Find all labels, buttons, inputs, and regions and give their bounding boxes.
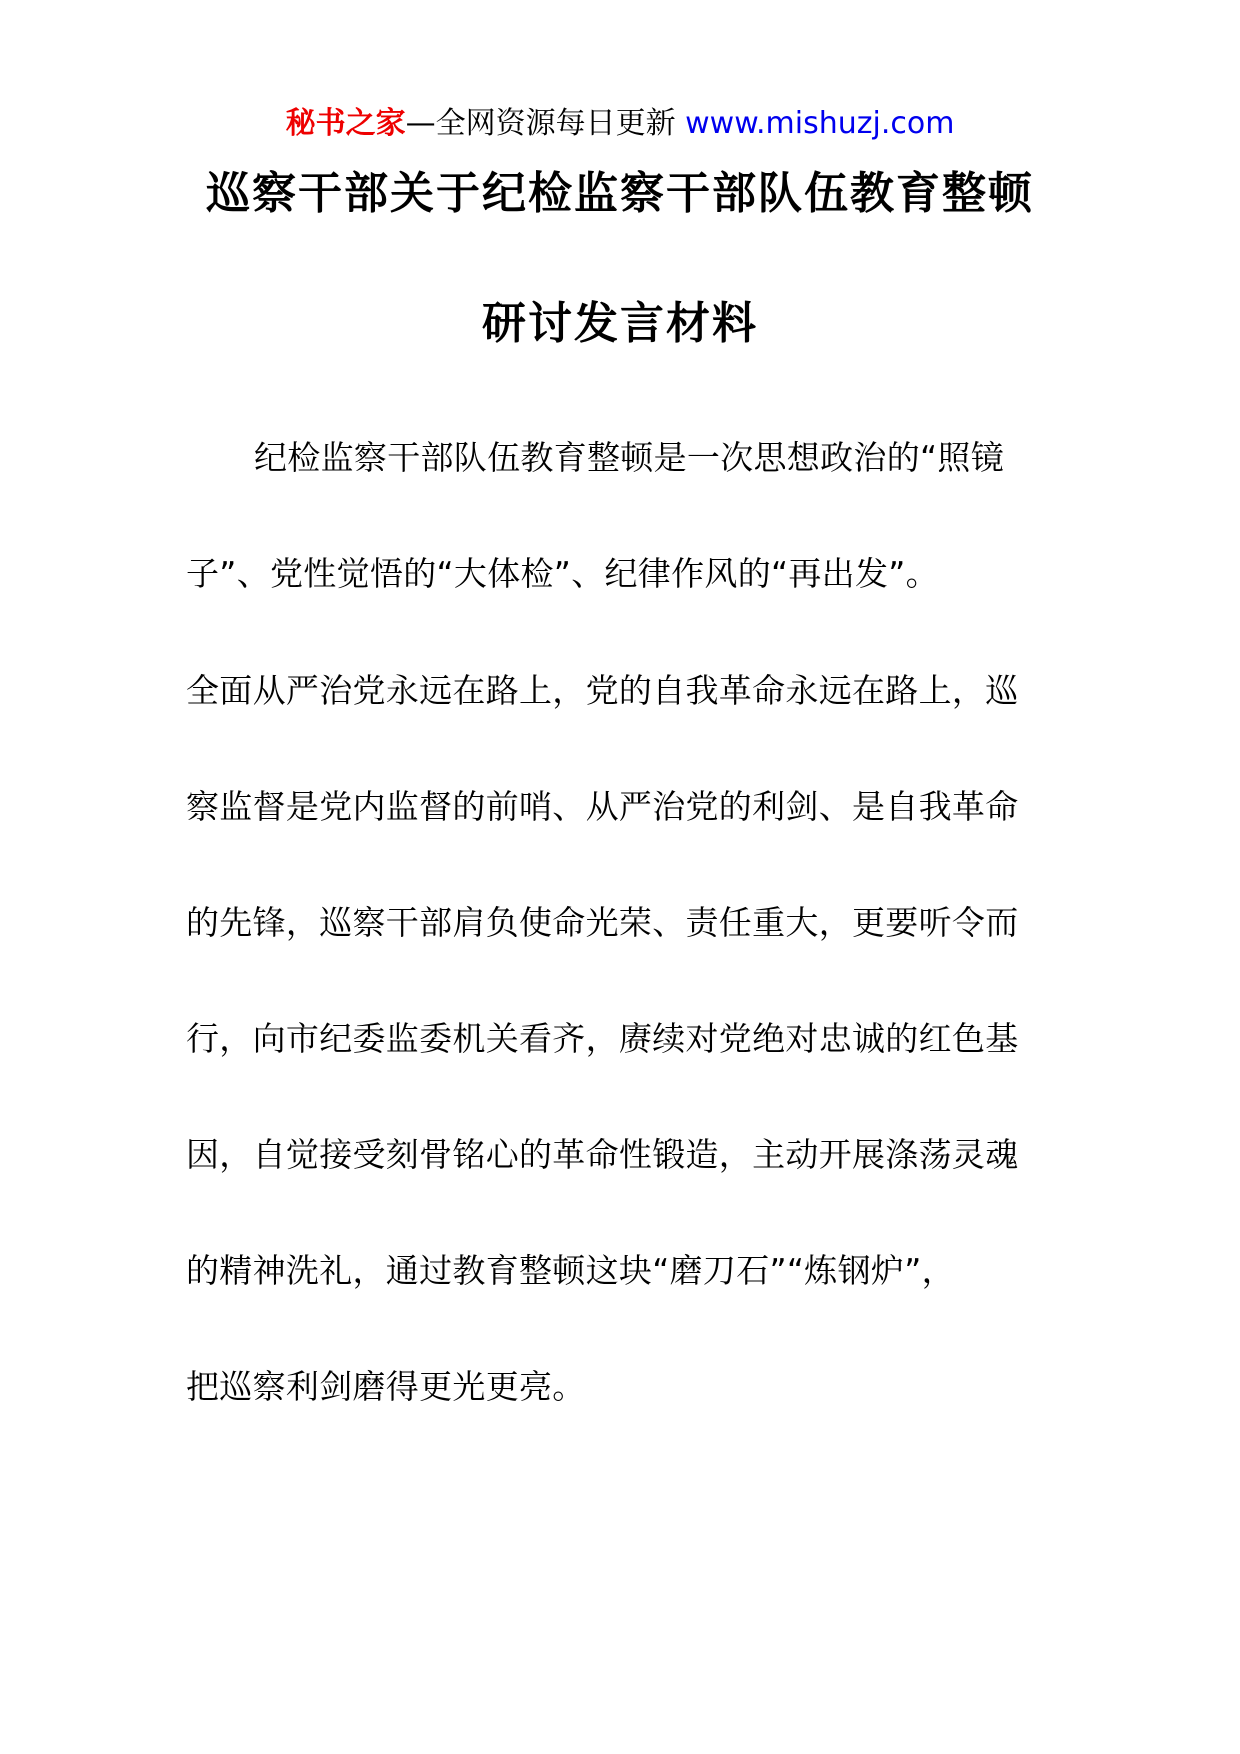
paragraph-line: 的先锋，巡察干部肩负使命光荣、责任重大，更要听令而 [186, 903, 1019, 942]
document-title-line-1: 巡察干部关于纪检监察干部队伍教育整顿 [206, 168, 1034, 219]
site-url-link[interactable]: www.mishuzj.com [685, 106, 955, 141]
brand-name: 秘书之家 [285, 106, 406, 141]
paragraph-line: 因，自觉接受刻骨铭心的革命性锻造，主动开展涤荡灵魂 [186, 1135, 1019, 1174]
paragraph-line: 的精神洗礼，通过教育整顿这块“磨刀石”“炼钢炉”， [186, 1251, 955, 1290]
paragraph-line: 纪检监察干部队伍教育整顿是一次思想政治的“照镜 [254, 438, 1004, 477]
paragraph-line: 把巡察利剑磨得更光更亮。 [186, 1367, 586, 1406]
site-header [0, 104, 1240, 144]
paragraph-line: 子”、党性觉悟的“大体检”、纪律作风的“再出发”。 [186, 554, 939, 593]
site-tagline: —全网资源每日更新 [405, 106, 676, 141]
paragraph-line: 察监督是党内监督的前哨、从严治党的利剑、是自我革命 [186, 787, 1019, 826]
document-title-line-2: 研讨发言材料 [482, 298, 758, 349]
paragraph-line: 全面从严治党永远在路上，党的自我革命永远在路上，巡 [186, 671, 1019, 710]
paragraph-line: 行，向市纪委监委机关看齐，赓续对党绝对忠诚的红色基 [186, 1019, 1019, 1058]
